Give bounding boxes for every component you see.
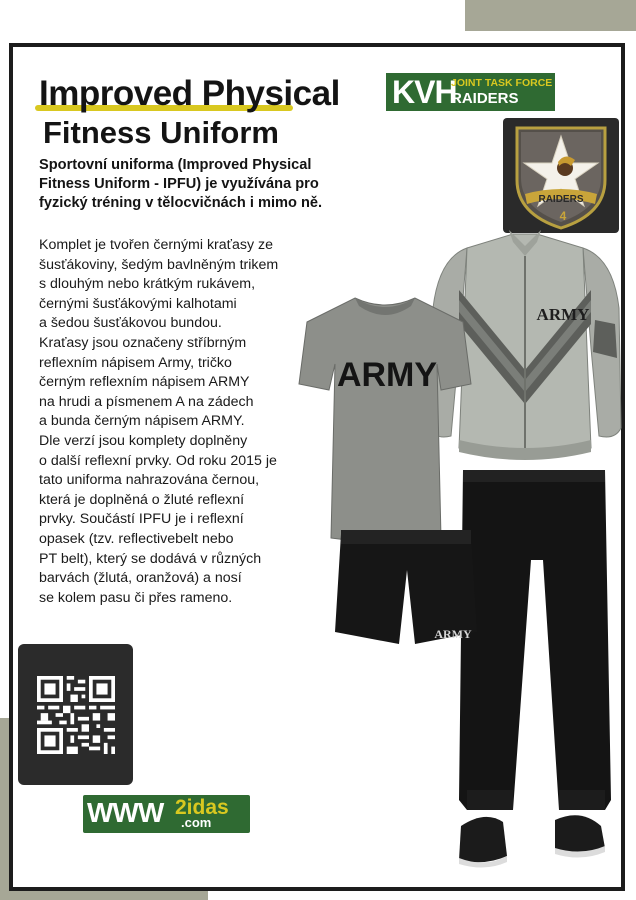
body-line: a bunda černým nápisem ARMY. (39, 413, 245, 430)
body-paragraph (39, 236, 339, 608)
shorts-text: ARMY (434, 627, 472, 641)
qr-code-icon (37, 676, 115, 754)
website-link[interactable] (83, 795, 250, 833)
body-line: se kolem pasu či přes rameno. (39, 589, 233, 606)
body-line: o další reflexní prvky. Od roku 2015 je (39, 452, 277, 469)
body-line: Dle verzí jsou komplety doplněny (39, 432, 248, 449)
tshirt-text: ARMY (336, 356, 438, 394)
page-title-line2: Fitness Uniform (43, 115, 279, 150)
tshirt-image (295, 292, 475, 542)
website-brand: 2idas (175, 796, 229, 819)
kvh-logo-mark: KVH (392, 74, 457, 110)
lead-line: Fitness Uniform - IPFU) je využívána pro (39, 176, 319, 192)
page-title-line1: Improved Physical (39, 74, 340, 113)
kvh-logo-line2: RAIDERS (451, 90, 519, 107)
body-line: a šedou šusťákovou bundou. (39, 315, 222, 332)
body-line: šusťákoviny, šedým bavlněným trikem (39, 256, 279, 273)
jacket-text: ARMY (536, 305, 590, 324)
body-line: která je doplněná o žluté reflexní (39, 491, 245, 508)
bg-block-top-right (465, 0, 636, 31)
badge-numeral: 4 (559, 209, 567, 223)
qr-panel (18, 644, 133, 785)
lead-paragraph (39, 156, 399, 213)
pants-image (455, 470, 615, 882)
body-line: černými šusťákovými kalhotami (39, 295, 237, 312)
kvh-logo-line1: JOINT TASK FORCE (451, 77, 553, 89)
body-line: Komplet je tvořen černými kraťasy ze (39, 237, 273, 253)
badge-panel (503, 118, 619, 233)
shorts-image (333, 528, 479, 650)
body-line: reflexním nápisem Army, tričko (39, 354, 232, 371)
website-prefix: WWW (87, 797, 164, 828)
star-raiders-icon (503, 118, 619, 233)
body-line: PT belt), který se dodává v různých (39, 550, 262, 567)
body-line: tato uniforma nahrazována černou, (39, 472, 260, 489)
body-line: na hrudi a písmenem A na zádech (39, 393, 254, 410)
body-line: prvky. Součástí IPFU je i reflexní (39, 511, 244, 528)
body-line: barvách (žlutá, oranžová) a nosí (39, 570, 242, 587)
lead-line: Sportovní uniforma (Improved Physical (39, 157, 312, 173)
body-line: Kraťasy jsou označeny stříbrným (39, 334, 247, 351)
badge-text: RAIDERS (538, 194, 584, 205)
website-suffix: .com (181, 815, 212, 830)
lead-line: fyzický tréning v tělocvičnách i mimo ně. (39, 195, 323, 211)
body-line: opasek (tzv. reflectivebelt nebo (39, 530, 234, 547)
kvh-logo (386, 73, 555, 111)
body-line: s dlouhým nebo krátkým rukávem, (39, 276, 256, 293)
body-line: černým reflexním nápisem ARMY (39, 374, 250, 391)
